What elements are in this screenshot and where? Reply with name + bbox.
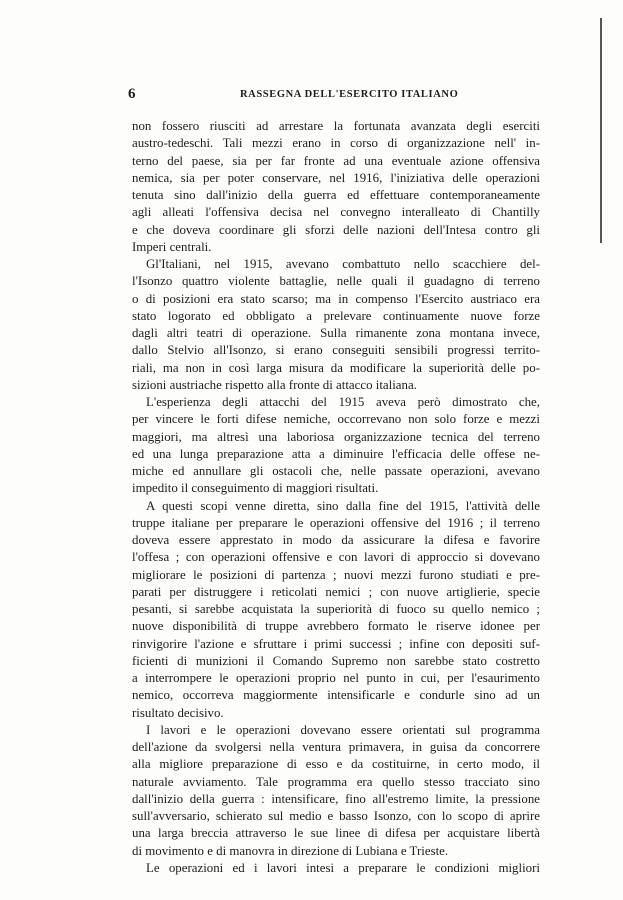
text-line: e che doveva coordinare gli sforzi delle nazioni dell'Intesa contro gli	[132, 222, 540, 237]
text-line: miche ed annullare gli ostacoli che, nelle passate operazioni, avevano	[132, 464, 540, 478]
text-line: nemico, occorreva maggiormente intensificarle e condurle sino ad un	[132, 688, 540, 703]
text-line: doveva essere apprestato in modo da assicurare la difesa e favorire	[132, 533, 540, 547]
text-line: a interrompere le operazioni proprio nel punto in cui, per l'esaurimento	[132, 671, 540, 685]
text-line: una larga breccia attraverso le sue linee di difesa per acquistare libertà	[132, 826, 540, 841]
running-head: RASSEGNA DELL'ESERCITO ITALIANO	[240, 89, 459, 100]
text-line: Gl'Italiani, nel 1915, avevano combattuto nello scacchiere del-	[146, 257, 540, 271]
paragraph	[132, 498, 540, 722]
text-line: di movimento e di manovra in direzione di Lubiana e Trieste.	[132, 843, 449, 858]
text-line: dagli altri teatri di operazione. Sulla rimanente zona montana invece,	[132, 326, 540, 340]
text-line: tenuta sino dall'inizio della guerra ed effettuare contemporaneamente	[132, 188, 540, 202]
text-line: truppe italiane per preparare le operazioni offensive del 1916 ; il terreno	[132, 515, 540, 530]
text-line: pesanti, si sarebbe acquistata la superiorità di fuoco su quello nemico ;	[132, 602, 540, 616]
text-line: o di posizioni era stato scarso; ma in compenso l'Esercito austriaco era	[132, 291, 540, 306]
paragraph	[132, 860, 540, 877]
text-line: l'offesa ; con operazioni offensive e con lavori di approccio si dovevano	[132, 550, 540, 565]
text-line: impedito il conseguimento di maggiori risultati.	[132, 481, 379, 496]
paragraph	[132, 394, 540, 498]
text-line: rinvigorire l'azione e sfruttare i primi successi ; infine con depositi suf-	[132, 636, 540, 651]
text-line: risultato decisivo.	[132, 705, 224, 720]
text-line: terno del paese, sia per far fronte ad una eventuale azione offensiva	[132, 153, 540, 168]
paragraph	[132, 118, 540, 256]
text-line: maggiori, ma altresì una laboriosa organizzazione tecnica del terreno	[132, 429, 540, 444]
text-line: dallo Stelvio all'Isonzo, si erano conseguiti sensibili progressi territo-	[132, 343, 540, 358]
text-line: parati per distruggere i reticolati nemici ; con nuove artiglierie, specie	[132, 584, 540, 599]
text-line: sull'avversario, schierato sul medio e basso Isonzo, con lo scopo di aprire	[132, 809, 540, 823]
text-line: A questi scopi venne diretta, sino dalla fine del 1915, l'attività delle	[146, 498, 540, 513]
text-line: stato logorato ed obbligato a prelevare continuamente nuove forze	[132, 308, 540, 323]
text-line: nemica, sia per poter conservare, nel 1916, l'iniziativa delle operazioni	[132, 170, 540, 185]
text-line: Le operazioni ed i lavori intesi a preparare le condizioni migliori	[146, 860, 540, 875]
text-line: ed una lunga preparazione atta a diminuire l'efficacia delle offese ne-	[132, 446, 540, 461]
text-line: L'esperienza degli attacchi del 1915 aveva però dimostrato che,	[146, 395, 540, 409]
text-line: per vincere le forti difese nemiche, occorrevano non solo forze e mezzi	[132, 412, 540, 427]
text-line: alla migliore preparazione di esso e da costituirne, in certo modo, il	[132, 757, 540, 772]
text-line: nuove disponibilità di truppe avrebbero formato le riserve idonee per	[132, 619, 540, 634]
text-line: austro-tedeschi. Tali mezzi erano in corso di organizzazione nell' in-	[132, 136, 540, 151]
text-line: agli alleati l'offensiva decisa nel convegno interalleato di Chantilly	[132, 205, 540, 220]
text-line: migliorare le posizioni di partenza ; nuovi mezzi furono studiati e pre-	[132, 567, 540, 582]
text-line: sizioni austriache rispetto alla fronte di attacco italiana.	[132, 377, 417, 392]
text-line: dall'inizio della guerra : intensificare, fino all'estremo limite, la pressione	[132, 791, 540, 806]
page-header	[128, 86, 538, 104]
text-line: dell'azione da svolgersi nella ventura primavera, in guisa da concorrere	[132, 740, 540, 754]
paragraph	[132, 256, 540, 394]
paragraph	[132, 722, 540, 860]
page-edge-mark	[600, 18, 602, 243]
text-line: l'Isonzo quattro violente battaglie, nelle quali il guadagno di terreno	[132, 274, 540, 289]
text-line: naturale avviamento. Tale programma era quello stesso tracciato sino	[132, 774, 540, 789]
article-body	[132, 118, 540, 877]
text-line: ficienti di munizioni il Comando Supremo non sarebbe stato costretto	[132, 653, 540, 668]
text-line: I lavori e le operazioni dovevano essere orientati sul programma	[146, 722, 540, 737]
page-number: 6	[128, 86, 136, 102]
text-line: riali, ma non in così larga misura da modificare la superiorità delle po-	[132, 360, 540, 375]
text-line: non fossero riusciti ad arrestare la fortunata avanzata degli eserciti	[132, 119, 540, 133]
text-line: Imperi centrali.	[132, 239, 212, 254]
